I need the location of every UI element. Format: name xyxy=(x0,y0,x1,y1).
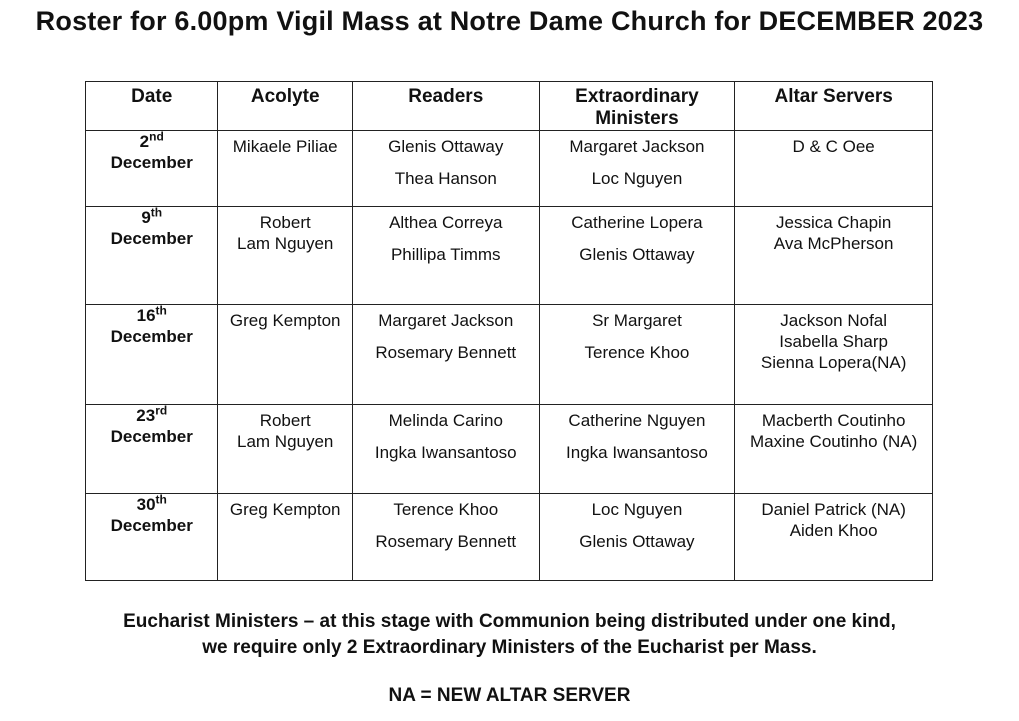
date-day xyxy=(86,305,217,326)
readers-name: Ingka Iwansantoso xyxy=(374,443,517,462)
readers-cell-content xyxy=(353,207,539,265)
readers-name: Althea Correya xyxy=(389,213,503,232)
date-month: December xyxy=(110,153,193,172)
readers-cell xyxy=(352,494,539,581)
date-day-suffix: th xyxy=(155,492,167,507)
table-row xyxy=(86,494,933,581)
ministers-cell-content xyxy=(540,405,735,463)
acolyte-name: Greg Kempton xyxy=(229,500,341,519)
altar-servers-cell xyxy=(735,494,933,581)
roster-table xyxy=(85,81,933,581)
ministers-name: Loc Nguyen xyxy=(591,500,683,519)
altar-servers-name: Sienna Lopera(NA) xyxy=(760,353,907,372)
date-cell xyxy=(86,494,218,581)
ministers-name: Ingka Iwansantoso xyxy=(566,443,708,462)
date-month: December xyxy=(110,427,193,446)
date-day xyxy=(86,494,217,515)
acolyte-cell xyxy=(218,405,352,494)
eucharist-note-line-2: we require only 2 Extraordinary Ministers of the Eucharist per Mass. xyxy=(202,637,817,658)
acolyte-name: Lam Nguyen xyxy=(237,432,334,451)
ministers-name: Sr Margaret xyxy=(592,311,682,330)
readers-name: Margaret Jackson xyxy=(378,311,514,330)
altar-servers-name: Isabella Sharp xyxy=(779,332,888,351)
readers-name: Rosemary Bennett xyxy=(375,343,517,362)
acolyte-cell xyxy=(218,207,352,305)
acolyte-cell xyxy=(218,131,352,207)
header-readers: Readers xyxy=(352,82,539,131)
ministers-name: Glenis Ottaway xyxy=(579,245,695,264)
acolyte-cell-content xyxy=(218,405,351,452)
altar-servers-cell-content xyxy=(735,131,932,157)
altar-servers-name: Aiden Khoo xyxy=(789,521,878,540)
date-day xyxy=(86,131,217,152)
acolyte-cell xyxy=(218,305,352,405)
eucharist-note-line-1: Eucharist Ministers – at this stage with Communion being distributed under one kind, xyxy=(123,611,896,632)
header-extraordinary-ministers xyxy=(539,82,735,131)
readers-name: Terence Khoo xyxy=(393,500,499,519)
ministers-name: Margaret Jackson xyxy=(569,137,705,156)
readers-name: Thea Hanson xyxy=(394,169,497,188)
acolyte-name: Greg Kempton xyxy=(229,311,341,330)
altar-servers-name: D & C Oee xyxy=(792,137,875,156)
date-day-suffix: nd xyxy=(149,129,164,144)
ministers-cell xyxy=(539,494,735,581)
readers-name: Rosemary Bennett xyxy=(375,532,517,551)
date-day-number: 2 xyxy=(139,132,150,151)
altar-servers-name: Ava McPherson xyxy=(773,234,894,253)
readers-name: Phillipa Timms xyxy=(390,245,501,264)
ministers-cell xyxy=(539,405,735,494)
ministers-cell xyxy=(539,305,735,405)
ministers-name: Catherine Nguyen xyxy=(568,411,706,430)
readers-cell xyxy=(352,131,539,207)
acolyte-cell-content xyxy=(218,131,351,157)
ministers-cell-content xyxy=(540,494,735,552)
date-cell xyxy=(86,405,218,494)
eucharist-note xyxy=(0,609,1019,661)
readers-name: Melinda Carino xyxy=(388,411,503,430)
date-cell xyxy=(86,207,218,305)
readers-cell-content xyxy=(353,405,539,463)
roster-body xyxy=(86,131,933,581)
altar-servers-cell-content xyxy=(735,305,932,373)
acolyte-name: Lam Nguyen xyxy=(237,234,334,253)
table-row xyxy=(86,131,933,207)
date-day-suffix: rd xyxy=(155,403,168,418)
readers-cell-content xyxy=(353,131,539,189)
date-day-number: 23 xyxy=(136,406,156,425)
date-day-number: 9 xyxy=(141,208,151,227)
table-row xyxy=(86,207,933,305)
table-row xyxy=(86,305,933,405)
readers-cell xyxy=(352,305,539,405)
acolyte-cell xyxy=(218,494,352,581)
table-row xyxy=(86,405,933,494)
date-day xyxy=(86,207,217,228)
acolyte-cell-content xyxy=(218,305,351,331)
ministers-cell xyxy=(539,207,735,305)
ministers-name: Loc Nguyen xyxy=(591,169,683,188)
altar-servers-cell xyxy=(735,405,933,494)
altar-servers-name: Jessica Chapin xyxy=(776,213,892,232)
date-cell xyxy=(86,305,218,405)
acolyte-name: Mikaele Piliae xyxy=(232,137,338,156)
header-date: Date xyxy=(86,82,218,131)
ministers-name: Glenis Ottaway xyxy=(579,532,695,551)
readers-cell xyxy=(352,207,539,305)
acolyte-name: Robert xyxy=(259,411,311,430)
date-cell xyxy=(86,131,218,207)
date-month: December xyxy=(110,516,193,535)
acolyte-name: Robert xyxy=(259,213,311,232)
ministers-cell-content xyxy=(540,305,735,363)
header-acolyte: Acolyte xyxy=(218,82,352,131)
date-day-suffix: th xyxy=(150,205,163,220)
altar-servers-cell-content xyxy=(735,494,932,541)
ministers-name: Terence Khoo xyxy=(584,343,690,362)
ministers-name: Catherine Lopera xyxy=(571,213,703,232)
page-title: Roster for 6.00pm Vigil Mass at Notre Dame Church for DECEMBER 2023 xyxy=(35,6,984,36)
readers-cell-content xyxy=(353,305,539,363)
altar-servers-cell xyxy=(735,131,933,207)
table-header-row xyxy=(86,82,933,131)
altar-servers-cell-content xyxy=(735,207,932,254)
altar-servers-cell xyxy=(735,305,933,405)
readers-name: Glenis Ottaway xyxy=(388,137,504,156)
readers-cell-content xyxy=(353,494,539,552)
date-month: December xyxy=(110,327,193,346)
ministers-cell xyxy=(539,131,735,207)
altar-servers-name: Jackson Nofal xyxy=(780,311,888,330)
date-month: December xyxy=(110,229,193,248)
acolyte-cell-content xyxy=(218,207,351,254)
date-day-suffix: th xyxy=(155,303,167,318)
altar-servers-cell xyxy=(735,207,933,305)
header-extraordinary-ministers-label: Extraordinary Ministers xyxy=(575,86,699,129)
acolyte-cell-content xyxy=(218,494,351,520)
date-day-number: 30 xyxy=(136,495,156,514)
altar-servers-name: Maxine Coutinho (NA) xyxy=(750,432,918,451)
date-day xyxy=(86,405,217,426)
date-day-number: 16 xyxy=(136,306,156,325)
na-legend: NA = NEW ALTAR SERVER xyxy=(388,685,631,706)
header-altar-servers: Altar Servers xyxy=(735,82,933,131)
altar-servers-name: Daniel Patrick (NA) xyxy=(761,500,906,519)
readers-cell xyxy=(352,405,539,494)
ministers-cell-content xyxy=(540,131,735,189)
altar-servers-name: Macberth Coutinho xyxy=(761,411,906,430)
altar-servers-cell-content xyxy=(735,405,932,452)
ministers-cell-content xyxy=(540,207,735,265)
